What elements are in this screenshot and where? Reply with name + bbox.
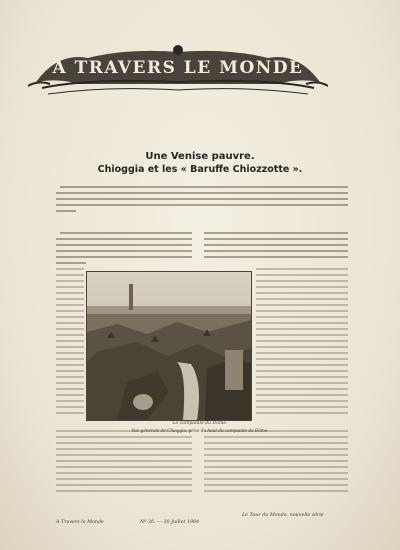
photo-caption: Vue générale de Chioggia, prise du haut du campanile du Dôme. [131,428,269,433]
article-subtitle: Chioggia et les « Baruffe Chiozzotte ». [97,164,303,175]
photo-credit: Le campanile du Dôme. [172,421,228,426]
town-view-image [87,272,251,420]
footer-left: A Travers le Monde [56,520,104,525]
article-title: Une Venise pauvre. [145,151,255,162]
town-photograph [86,271,252,421]
masthead-title: A TRAVERS LE MONDE [52,58,304,78]
footer-right: Le Tour du Monde, nouvelle série [242,513,324,518]
masthead-banner [28,42,328,100]
footer-center: Nº 26. — 30 Juillet 1904 [140,520,200,525]
